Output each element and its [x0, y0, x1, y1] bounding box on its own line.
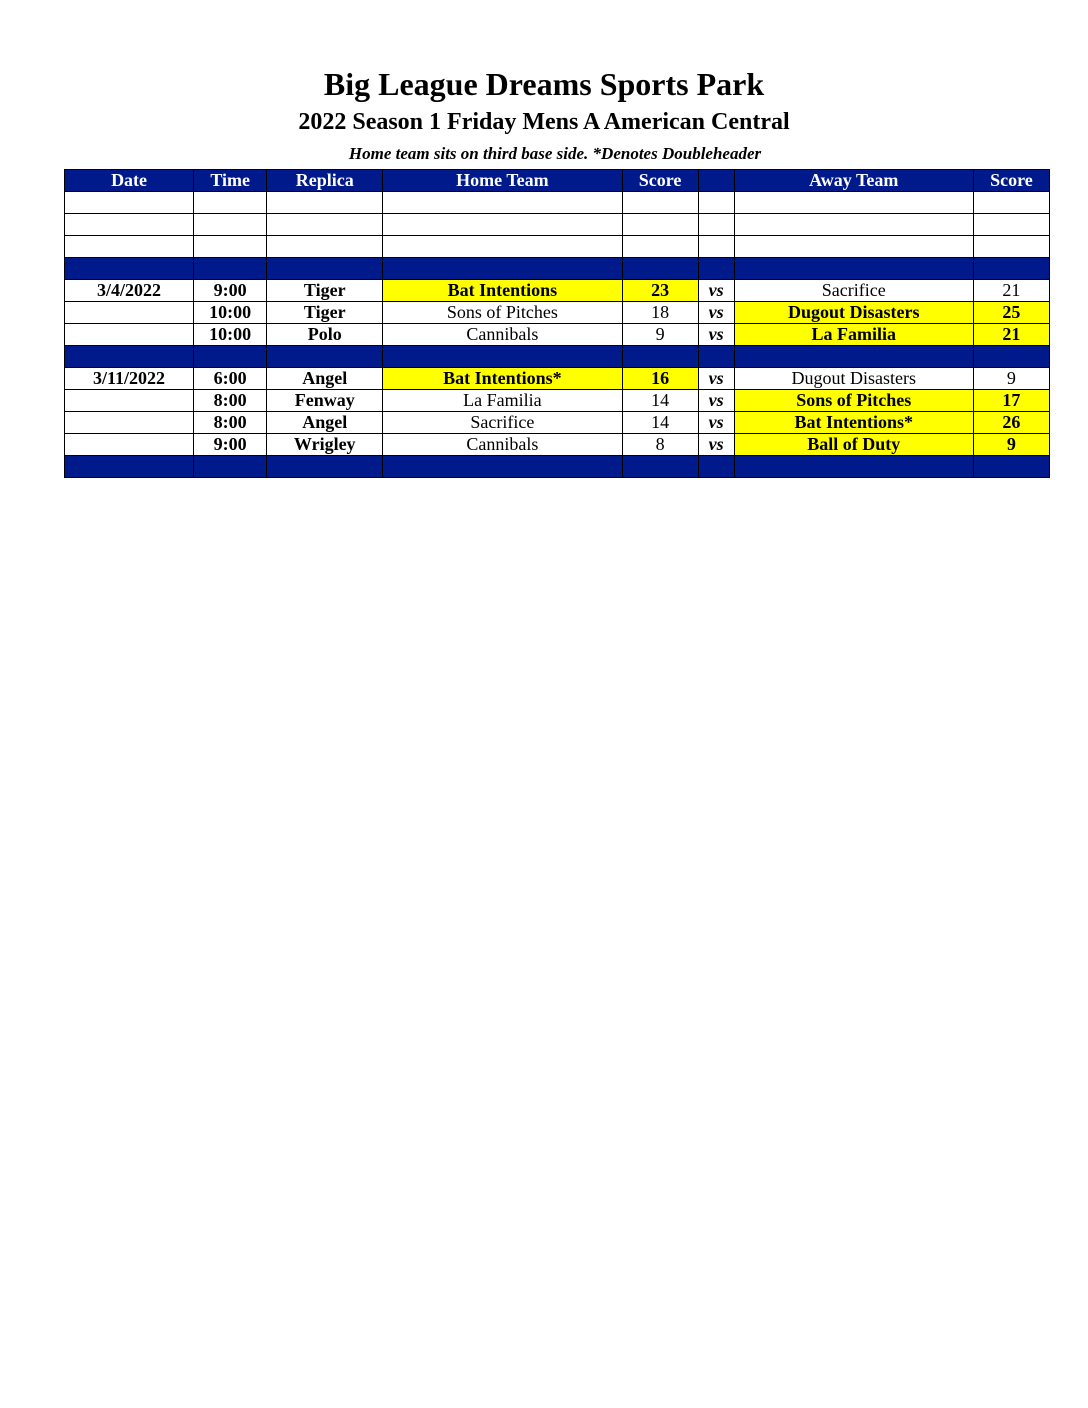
date-cell [65, 456, 194, 478]
separator-row [65, 258, 1050, 280]
empty-row [65, 236, 1050, 258]
column-header-home-team: Home Team [383, 170, 622, 192]
game-row [65, 434, 1050, 456]
date-cell [65, 214, 194, 236]
away-team-cell [734, 456, 973, 478]
away-team-cell [734, 346, 973, 368]
vs-cell: vs [698, 302, 734, 324]
vs-cell [698, 456, 734, 478]
replica-cell: Wrigley [267, 434, 383, 456]
replica-cell [267, 346, 383, 368]
home-team-cell: Cannibals [383, 434, 622, 456]
time-cell [194, 258, 267, 280]
away-team-cell: Dugout Disasters [734, 302, 973, 324]
date-cell [65, 192, 194, 214]
empty-row [65, 214, 1050, 236]
home-team-cell: Sacrifice [383, 412, 622, 434]
date-cell [65, 324, 194, 346]
vs-cell: vs [698, 412, 734, 434]
date-cell [65, 258, 194, 280]
date-cell [65, 412, 194, 434]
time-cell: 10:00 [194, 302, 267, 324]
date-cell: 3/11/2022 [65, 368, 194, 390]
replica-cell: Angel [267, 368, 383, 390]
column-header-vs [698, 170, 734, 192]
date-cell [65, 434, 194, 456]
replica-cell [267, 236, 383, 258]
time-cell [194, 214, 267, 236]
home-score-cell: 14 [622, 412, 698, 434]
separator-row [65, 456, 1050, 478]
column-header-replica: Replica [267, 170, 383, 192]
home-team-cell [383, 192, 622, 214]
date-cell [65, 346, 194, 368]
away-team-cell: Dugout Disasters [734, 368, 973, 390]
away-team-cell [734, 258, 973, 280]
home-score-cell: 8 [622, 434, 698, 456]
vs-cell [698, 346, 734, 368]
home-team-cell [383, 258, 622, 280]
vs-cell: vs [698, 280, 734, 302]
date-cell: 3/4/2022 [65, 280, 194, 302]
vs-cell: vs [698, 434, 734, 456]
home-team-cell [383, 346, 622, 368]
away-score-cell: 21 [973, 280, 1049, 302]
replica-cell: Tiger [267, 280, 383, 302]
column-header-away-team: Away Team [734, 170, 973, 192]
game-row [65, 368, 1050, 390]
away-score-cell [973, 214, 1049, 236]
away-score-cell: 9 [973, 434, 1049, 456]
home-score-cell: 18 [622, 302, 698, 324]
column-header-time: Time [194, 170, 267, 192]
time-cell [194, 346, 267, 368]
away-score-cell [973, 192, 1049, 214]
time-cell: 9:00 [194, 434, 267, 456]
schedule-table [64, 169, 1050, 478]
page-note: Home team sits on third base side. *Denotes Doubleheader [348, 144, 762, 163]
home-score-cell: 23 [622, 280, 698, 302]
away-team-cell: Sons of Pitches [734, 390, 973, 412]
home-score-cell: 16 [622, 368, 698, 390]
empty-row [65, 192, 1050, 214]
home-team-cell: La Familia [383, 390, 622, 412]
column-header-date: Date [65, 170, 194, 192]
page-title: Big League Dreams Sports Park [323, 66, 765, 102]
away-score-cell [973, 236, 1049, 258]
home-team-cell: Cannibals [383, 324, 622, 346]
vs-cell [698, 236, 734, 258]
time-cell: 8:00 [194, 412, 267, 434]
separator-row [65, 346, 1050, 368]
time-cell [194, 456, 267, 478]
away-team-cell [734, 214, 973, 236]
replica-cell: Polo [267, 324, 383, 346]
home-score-cell [622, 258, 698, 280]
away-team-cell: La Familia [734, 324, 973, 346]
home-score-cell [622, 192, 698, 214]
time-cell: 9:00 [194, 280, 267, 302]
date-cell [65, 302, 194, 324]
away-score-cell [973, 456, 1049, 478]
home-score-cell [622, 456, 698, 478]
vs-cell [698, 192, 734, 214]
replica-cell: Angel [267, 412, 383, 434]
header-row [65, 170, 1050, 192]
replica-cell: Tiger [267, 302, 383, 324]
home-team-cell [383, 456, 622, 478]
game-row [65, 390, 1050, 412]
replica-cell [267, 258, 383, 280]
column-header-home-score: Score [622, 170, 698, 192]
replica-cell [267, 214, 383, 236]
time-cell: 10:00 [194, 324, 267, 346]
away-score-cell: 25 [973, 302, 1049, 324]
vs-cell [698, 258, 734, 280]
away-team-cell: Ball of Duty [734, 434, 973, 456]
page-subtitle: 2022 Season 1 Friday Mens A American Central [298, 109, 790, 135]
away-score-cell: 26 [973, 412, 1049, 434]
vs-cell: vs [698, 324, 734, 346]
home-team-cell: Sons of Pitches [383, 302, 622, 324]
away-team-cell: Sacrifice [734, 280, 973, 302]
away-team-cell: Bat Intentions* [734, 412, 973, 434]
schedule-body [65, 192, 1050, 478]
time-cell [194, 236, 267, 258]
date-cell [65, 236, 194, 258]
vs-cell: vs [698, 368, 734, 390]
game-row [65, 324, 1050, 346]
game-row [65, 280, 1050, 302]
away-score-cell: 9 [973, 368, 1049, 390]
home-score-cell: 14 [622, 390, 698, 412]
replica-cell [267, 456, 383, 478]
vs-cell [698, 214, 734, 236]
time-cell: 8:00 [194, 390, 267, 412]
replica-cell: Fenway [267, 390, 383, 412]
away-score-cell [973, 258, 1049, 280]
home-team-cell: Bat Intentions [383, 280, 622, 302]
away-score-cell: 17 [973, 390, 1049, 412]
time-cell [194, 192, 267, 214]
home-score-cell [622, 214, 698, 236]
home-score-cell: 9 [622, 324, 698, 346]
column-header-away-score: Score [973, 170, 1049, 192]
away-team-cell [734, 192, 973, 214]
replica-cell [267, 192, 383, 214]
home-score-cell [622, 236, 698, 258]
away-team-cell [734, 236, 973, 258]
vs-cell: vs [698, 390, 734, 412]
date-cell [65, 390, 194, 412]
home-team-cell [383, 236, 622, 258]
away-score-cell [973, 346, 1049, 368]
away-score-cell: 21 [973, 324, 1049, 346]
game-row [65, 412, 1050, 434]
home-score-cell [622, 346, 698, 368]
home-team-cell: Bat Intentions* [383, 368, 622, 390]
time-cell: 6:00 [194, 368, 267, 390]
game-row [65, 302, 1050, 324]
home-team-cell [383, 214, 622, 236]
